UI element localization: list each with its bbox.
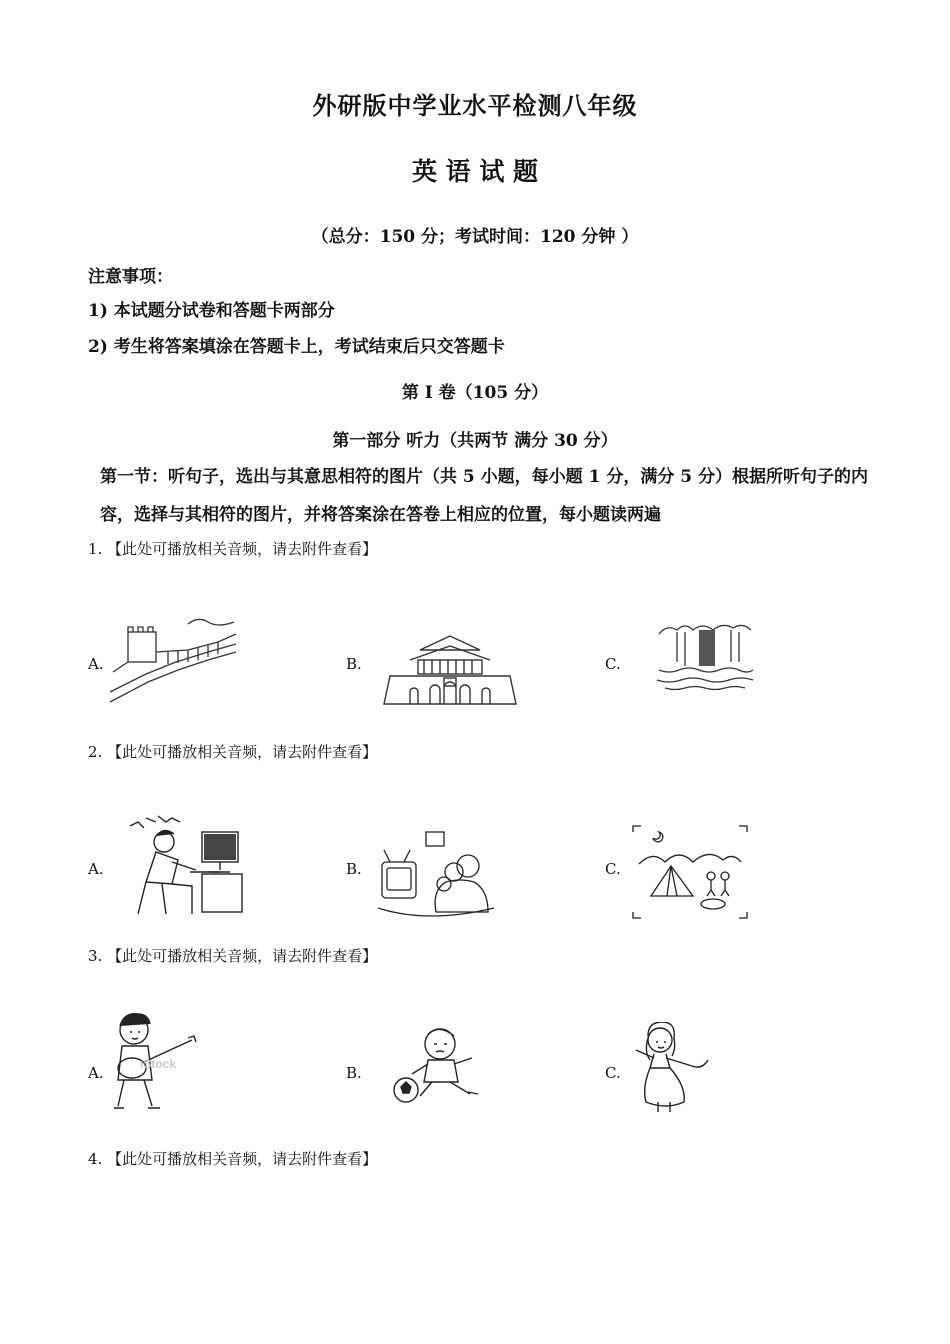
question-3 xyxy=(88,945,377,966)
football-boy-image xyxy=(392,1020,488,1108)
exam-title: 外研版中学业水平检测八年级 xyxy=(312,91,638,120)
watermark: iStock xyxy=(140,1057,177,1071)
option-label: C. xyxy=(605,860,621,878)
option-label: A. xyxy=(88,860,104,878)
great-wall-image xyxy=(108,612,238,704)
volume-title: 第 I 卷（105 分） xyxy=(401,383,549,403)
question-prompt: 【此处可播放相关音频，请去附件查看】 xyxy=(107,1150,378,1168)
question-prompt: 【此处可播放相关音频，请去附件查看】 xyxy=(107,947,378,965)
question-2 xyxy=(88,741,377,762)
question-prompt: 【此处可播放相关音频，请去附件查看】 xyxy=(107,540,378,558)
question-1 xyxy=(88,538,377,559)
tiananmen-image xyxy=(380,632,520,706)
waterfall-image xyxy=(655,622,755,692)
option-label: B. xyxy=(346,1064,362,1082)
note-item: 1) 本试题分试卷和答题卡两部分 xyxy=(88,301,335,321)
option-label: A. xyxy=(88,1064,104,1082)
option-label: C. xyxy=(605,655,621,673)
question-number: 3. xyxy=(88,947,103,965)
computer-user-image xyxy=(126,812,246,916)
option-label: A. xyxy=(88,655,104,673)
option-label: B. xyxy=(346,860,362,878)
notes-heading: 注意事项： xyxy=(88,267,173,287)
option-label: C. xyxy=(605,1064,621,1082)
question-number: 1. xyxy=(88,540,103,558)
exam-meta: （总分：150 分；考试时间：120 分钟 ） xyxy=(311,227,639,247)
option-label: B. xyxy=(346,655,362,673)
exam-subject: 英 语 试 题 xyxy=(411,157,539,186)
question-prompt: 【此处可播放相关音频，请去附件查看】 xyxy=(107,743,378,761)
family-tv-image xyxy=(376,828,496,920)
question-number: 4. xyxy=(88,1150,103,1168)
camping-image xyxy=(631,824,749,920)
dancing-girl-image xyxy=(630,1022,712,1114)
note-item: 2) 考生将答案填涂在答题卡上，考试结束后只交答题卡 xyxy=(88,337,505,357)
question-number: 2. xyxy=(88,743,103,761)
question-4 xyxy=(88,1148,377,1169)
part-title: 第一部分 听力（共两节 满分 30 分） xyxy=(332,431,618,451)
section-instruction: 第一节：听句子，选出与其意思相符的图片（共 5 小题，每小题 1 分，满分 5 分）根据所听句子的内容，选择与其相符的图片，并将答案涂在答卷上相应的位置，每小题读两遍 xyxy=(100,467,868,525)
